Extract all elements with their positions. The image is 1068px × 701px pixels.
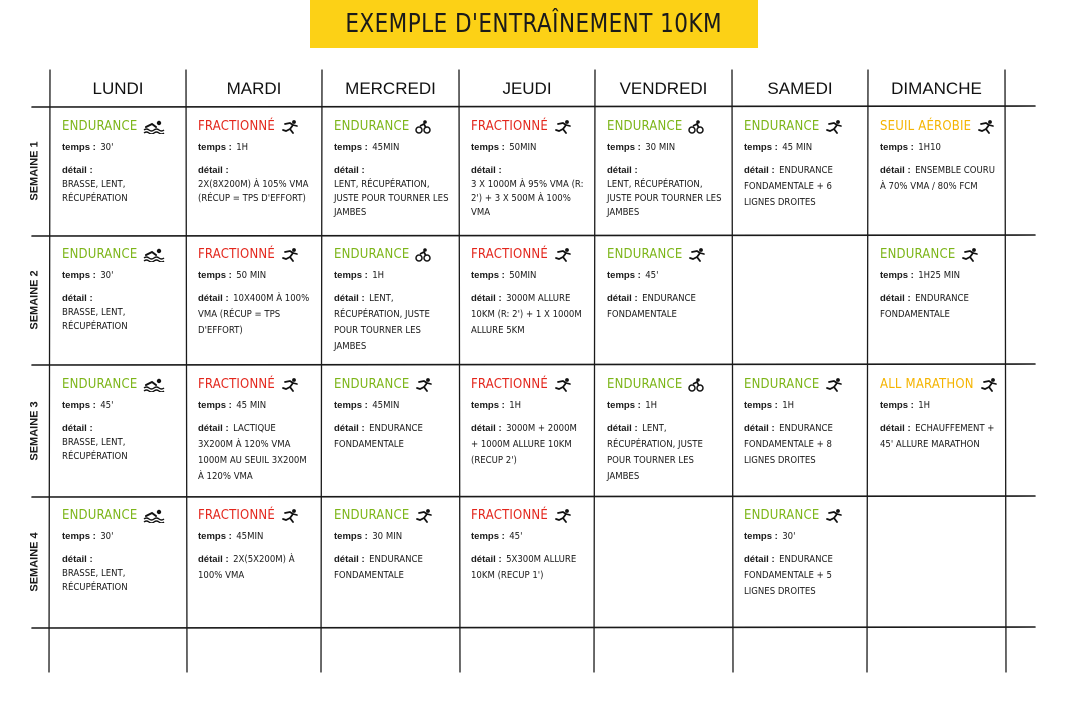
temps-label: temps : bbox=[880, 400, 914, 411]
temps-value: 1H bbox=[372, 270, 385, 281]
session-header bbox=[198, 119, 312, 135]
session-type: ALL MARATHON bbox=[880, 377, 974, 392]
temps-value: 30 MIN bbox=[645, 142, 676, 153]
detail-value: ENDURANCE FONDAMENTALE bbox=[334, 423, 423, 450]
session-header bbox=[62, 508, 176, 524]
temps-label: temps : bbox=[471, 531, 505, 542]
empty-cell bbox=[872, 496, 1001, 628]
detail-label: détail : bbox=[744, 165, 775, 176]
session-header bbox=[607, 247, 722, 263]
session-type: ENDURANCE bbox=[334, 247, 410, 262]
session-type: SEUIL AÉROBIE bbox=[880, 119, 972, 134]
detail-label: détail : bbox=[198, 554, 229, 565]
detail-value: BRASSE, LENT, RÉCUPÉRATION bbox=[62, 179, 128, 204]
session-header bbox=[334, 247, 449, 263]
temps-value: 30' bbox=[100, 531, 114, 542]
week-label bbox=[14, 496, 56, 628]
temps-value: 45' bbox=[645, 270, 659, 281]
session-cell bbox=[190, 365, 318, 496]
session-duration bbox=[334, 528, 449, 543]
session-duration bbox=[334, 139, 449, 154]
session-header bbox=[880, 377, 995, 393]
session-header bbox=[62, 377, 176, 393]
detail-value: ENDURANCE FONDAMENTALE bbox=[880, 293, 969, 320]
session-duration bbox=[880, 267, 995, 282]
session-detail bbox=[198, 162, 312, 206]
temps-label: temps : bbox=[62, 142, 96, 153]
session-type: ENDURANCE bbox=[880, 247, 956, 262]
session-duration bbox=[744, 528, 858, 543]
session-type: ENDURANCE bbox=[62, 377, 138, 392]
run-icon bbox=[825, 509, 843, 523]
temps-value: 45 MIN bbox=[782, 142, 813, 153]
session-cell bbox=[190, 496, 318, 628]
detail-value: BRASSE, LENT, RÉCUPÉRATION bbox=[62, 437, 128, 462]
session-type: ENDURANCE bbox=[744, 377, 820, 392]
session-cell bbox=[190, 235, 318, 365]
temps-label: temps : bbox=[471, 270, 505, 281]
session-cell bbox=[736, 365, 864, 496]
detail-value: ENDURANCE FONDAMENTALE + 8 LIGNES DROITES bbox=[744, 423, 833, 466]
run-icon bbox=[554, 509, 572, 523]
session-header bbox=[471, 119, 585, 135]
session-detail bbox=[880, 290, 995, 322]
session-header bbox=[198, 247, 312, 263]
day-header-mercredi: MERCREDI bbox=[345, 79, 436, 98]
temps-value: 45MIN bbox=[372, 400, 400, 411]
session-cell bbox=[463, 107, 591, 235]
session-type: FRACTIONNÉ bbox=[471, 247, 548, 262]
session-cell bbox=[326, 496, 455, 628]
temps-value: 50MIN bbox=[509, 142, 537, 153]
detail-value: LACTIQUE 3X200M À 120% VMA 1000M AU SEUIL 3X200M À 120% VMA bbox=[198, 423, 307, 482]
session-duration bbox=[62, 397, 176, 412]
empty-cell bbox=[736, 235, 864, 365]
session-duration bbox=[471, 139, 585, 154]
session-header bbox=[744, 377, 858, 393]
session-cell bbox=[326, 365, 455, 496]
detail-value: LENT, RÉCUPÉRATION, JUSTE POUR TOURNER LES JAMBES bbox=[334, 293, 430, 352]
temps-label: temps : bbox=[744, 142, 778, 153]
run-icon bbox=[825, 378, 843, 392]
temps-value: 45' bbox=[100, 400, 114, 411]
session-detail bbox=[744, 162, 858, 210]
grid-line bbox=[594, 70, 595, 672]
day-header-vendredi: VENDREDI bbox=[619, 79, 708, 98]
session-duration bbox=[607, 139, 722, 154]
temps-value: 45' bbox=[509, 531, 523, 542]
detail-label: détail : bbox=[607, 165, 638, 176]
session-cell bbox=[326, 235, 455, 365]
detail-label: détail : bbox=[607, 423, 638, 434]
session-detail bbox=[198, 420, 312, 484]
session-header bbox=[334, 508, 449, 524]
temps-label: temps : bbox=[334, 270, 368, 281]
session-header bbox=[62, 119, 176, 135]
session-header bbox=[62, 247, 176, 263]
session-detail bbox=[62, 290, 176, 334]
session-duration bbox=[334, 267, 449, 282]
run-icon bbox=[980, 378, 998, 392]
grid-line bbox=[1005, 70, 1006, 672]
temps-label: temps : bbox=[607, 270, 641, 281]
session-header bbox=[607, 377, 722, 393]
temps-label: temps : bbox=[471, 142, 505, 153]
detail-value: 3000M ALLURE 10KM (R: 2') + 1 X 1000M ALLURE 5KM bbox=[471, 293, 582, 336]
detail-value: BRASSE, LENT, RÉCUPÉRATION bbox=[62, 307, 128, 332]
detail-value: ECHAUFFEMENT + 45' ALLURE MARATHON bbox=[880, 423, 995, 450]
temps-label: temps : bbox=[607, 142, 641, 153]
detail-label: détail : bbox=[744, 423, 775, 434]
temps-value: 1H bbox=[236, 142, 249, 153]
session-detail bbox=[334, 162, 449, 220]
detail-label: détail : bbox=[607, 293, 638, 304]
day-header-mardi: MARDI bbox=[226, 79, 282, 98]
temps-value: 1H10 bbox=[918, 142, 941, 153]
session-duration bbox=[198, 267, 312, 282]
session-type: ENDURANCE bbox=[607, 247, 683, 262]
session-duration bbox=[198, 528, 312, 543]
bike-icon bbox=[415, 120, 431, 134]
session-header bbox=[198, 377, 312, 393]
run-icon bbox=[415, 509, 433, 523]
detail-value: ENDURANCE FONDAMENTALE bbox=[607, 293, 696, 320]
week-label-text: SEMAINE 2 bbox=[29, 270, 42, 330]
session-duration bbox=[471, 397, 585, 412]
session-type: ENDURANCE bbox=[744, 508, 820, 523]
run-icon bbox=[554, 120, 572, 134]
session-duration bbox=[62, 139, 176, 154]
session-header bbox=[471, 508, 585, 524]
run-icon bbox=[281, 378, 299, 392]
session-duration bbox=[607, 267, 722, 282]
temps-value: 1H bbox=[918, 400, 931, 411]
detail-label: détail : bbox=[62, 423, 93, 434]
detail-value: 3 X 1000M À 95% VMA (R: 2') + 3 X 500M À 100% VMA bbox=[471, 179, 584, 218]
temps-value: 50MIN bbox=[509, 270, 537, 281]
session-duration bbox=[471, 267, 585, 282]
session-cell bbox=[599, 365, 728, 496]
temps-value: 45 MIN bbox=[236, 400, 267, 411]
session-header bbox=[334, 119, 449, 135]
run-icon bbox=[281, 248, 299, 262]
detail-label: détail : bbox=[880, 423, 911, 434]
detail-value: 2X(8X200M) À 105% VMA (RÉCUP = TPS D'EFFORT) bbox=[198, 179, 309, 204]
session-type: FRACTIONNÉ bbox=[471, 377, 548, 392]
session-header bbox=[744, 119, 858, 135]
temps-label: temps : bbox=[880, 142, 914, 153]
session-cell bbox=[463, 496, 591, 628]
detail-label: détail : bbox=[334, 293, 365, 304]
session-detail bbox=[471, 551, 585, 583]
session-type: FRACTIONNÉ bbox=[198, 247, 275, 262]
run-icon bbox=[415, 378, 433, 392]
session-cell bbox=[54, 107, 182, 235]
session-detail bbox=[744, 551, 858, 599]
temps-label: temps : bbox=[198, 531, 232, 542]
temps-label: temps : bbox=[62, 400, 96, 411]
detail-value: LENT, RÉCUPÉRATION, JUSTE POUR TOURNER LES JAMBES bbox=[607, 179, 722, 218]
session-detail bbox=[607, 420, 722, 484]
detail-value: BRASSE, LENT, RÉCUPÉRATION bbox=[62, 568, 128, 593]
session-duration bbox=[607, 397, 722, 412]
grid-line bbox=[732, 70, 733, 672]
session-detail bbox=[334, 420, 449, 452]
session-cell bbox=[463, 365, 591, 496]
session-header bbox=[471, 247, 585, 263]
session-detail bbox=[744, 420, 858, 468]
temps-label: temps : bbox=[607, 400, 641, 411]
empty-cell bbox=[599, 496, 728, 628]
session-detail bbox=[471, 290, 585, 338]
day-header-dimanche: DIMANCHE bbox=[891, 79, 982, 98]
session-type: ENDURANCE bbox=[62, 119, 138, 134]
detail-label: détail : bbox=[334, 165, 365, 176]
session-type: FRACTIONNÉ bbox=[198, 377, 275, 392]
page-title: EXEMPLE D'ENTRAÎNEMENT 10KM bbox=[345, 9, 723, 39]
swim-icon bbox=[143, 120, 165, 134]
detail-value: ENDURANCE FONDAMENTALE + 5 LIGNES DROITES bbox=[744, 554, 833, 597]
session-type: ENDURANCE bbox=[334, 377, 410, 392]
detail-label: détail : bbox=[198, 423, 229, 434]
detail-label: détail : bbox=[471, 423, 502, 434]
bike-icon bbox=[415, 248, 431, 262]
session-duration bbox=[880, 139, 995, 154]
session-detail bbox=[880, 420, 995, 452]
session-header bbox=[880, 119, 995, 135]
day-header-samedi: SAMEDI bbox=[767, 79, 833, 98]
session-duration bbox=[744, 397, 858, 412]
session-header bbox=[607, 119, 722, 135]
session-detail bbox=[198, 290, 312, 338]
session-header bbox=[880, 247, 995, 263]
run-icon bbox=[977, 120, 995, 134]
session-duration bbox=[198, 139, 312, 154]
bike-icon bbox=[688, 120, 704, 134]
session-duration bbox=[198, 397, 312, 412]
run-icon bbox=[961, 248, 979, 262]
session-detail bbox=[334, 290, 449, 354]
session-header bbox=[744, 508, 858, 524]
detail-label: détail : bbox=[62, 165, 93, 176]
detail-value: ENDURANCE FONDAMENTALE bbox=[334, 554, 423, 581]
session-type: FRACTIONNÉ bbox=[471, 119, 548, 134]
session-detail bbox=[62, 551, 176, 595]
detail-label: détail : bbox=[471, 293, 502, 304]
session-cell bbox=[54, 496, 182, 628]
temps-label: temps : bbox=[334, 531, 368, 542]
detail-label: détail : bbox=[471, 165, 502, 176]
session-cell bbox=[599, 235, 728, 365]
session-detail bbox=[334, 551, 449, 583]
temps-label: temps : bbox=[471, 400, 505, 411]
session-type: ENDURANCE bbox=[744, 119, 820, 134]
session-detail bbox=[62, 162, 176, 206]
session-detail bbox=[471, 420, 585, 468]
temps-label: temps : bbox=[62, 270, 96, 281]
run-icon bbox=[554, 248, 572, 262]
session-cell bbox=[872, 235, 1001, 365]
temps-label: temps : bbox=[334, 400, 368, 411]
session-type: ENDURANCE bbox=[334, 119, 410, 134]
session-type: ENDURANCE bbox=[607, 377, 683, 392]
session-duration bbox=[471, 528, 585, 543]
week-label-text: SEMAINE 1 bbox=[29, 141, 42, 201]
detail-label: détail : bbox=[744, 554, 775, 565]
session-type: FRACTIONNÉ bbox=[198, 508, 275, 523]
temps-value: 45MIN bbox=[372, 142, 400, 153]
session-duration bbox=[744, 139, 858, 154]
week-label bbox=[14, 235, 56, 365]
detail-label: détail : bbox=[198, 293, 229, 304]
temps-label: temps : bbox=[62, 531, 96, 542]
bike-icon bbox=[688, 378, 704, 392]
week-label bbox=[14, 107, 56, 235]
session-duration bbox=[880, 397, 995, 412]
run-icon bbox=[688, 248, 706, 262]
session-type: FRACTIONNÉ bbox=[471, 508, 548, 523]
detail-label: détail : bbox=[880, 165, 911, 176]
temps-value: 1H25 MIN bbox=[918, 270, 960, 281]
session-duration bbox=[62, 528, 176, 543]
session-cell bbox=[736, 107, 864, 235]
session-header bbox=[471, 377, 585, 393]
session-detail bbox=[607, 290, 722, 322]
session-cell bbox=[54, 365, 182, 496]
temps-label: temps : bbox=[744, 400, 778, 411]
run-icon bbox=[825, 120, 843, 134]
temps-label: temps : bbox=[744, 531, 778, 542]
session-duration bbox=[62, 267, 176, 282]
week-label bbox=[14, 365, 56, 496]
temps-label: temps : bbox=[198, 142, 232, 153]
session-detail bbox=[607, 162, 722, 220]
session-duration bbox=[334, 397, 449, 412]
week-label-text: SEMAINE 4 bbox=[29, 532, 42, 592]
session-detail bbox=[880, 162, 995, 194]
detail-label: détail : bbox=[471, 554, 502, 565]
session-type: ENDURANCE bbox=[62, 247, 138, 262]
detail-value: 10X400M À 100% VMA (RÉCUP = TPS D'EFFORT) bbox=[198, 293, 310, 336]
session-header bbox=[198, 508, 312, 524]
day-header-jeudi: JEUDI bbox=[502, 79, 552, 98]
detail-label: détail : bbox=[334, 423, 365, 434]
temps-value: 30 MIN bbox=[372, 531, 403, 542]
session-cell bbox=[54, 235, 182, 365]
temps-label: temps : bbox=[334, 142, 368, 153]
session-cell bbox=[736, 496, 864, 628]
temps-value: 45MIN bbox=[236, 531, 264, 542]
session-cell bbox=[326, 107, 455, 235]
detail-value: ENSEMBLE COURU À 70% VMA / 80% FCM bbox=[880, 165, 995, 192]
session-type: FRACTIONNÉ bbox=[198, 119, 275, 134]
grid-line bbox=[459, 70, 460, 672]
session-type: ENDURANCE bbox=[334, 508, 410, 523]
detail-value: LENT, RÉCUPÉRATION, JUSTE POUR TOURNER LES JAMBES bbox=[334, 179, 449, 218]
run-icon bbox=[281, 120, 299, 134]
session-type: ENDURANCE bbox=[607, 119, 683, 134]
session-cell bbox=[599, 107, 728, 235]
swim-icon bbox=[143, 509, 165, 523]
detail-value: 3000M + 2000M + 1000M ALLURE 10KM (RECUP 2') bbox=[471, 423, 577, 466]
temps-value: 30' bbox=[100, 142, 114, 153]
grid-line bbox=[186, 70, 187, 672]
week-label-text: SEMAINE 3 bbox=[29, 400, 42, 461]
detail-label: détail : bbox=[62, 293, 93, 304]
session-detail bbox=[198, 551, 312, 583]
temps-value: 1H bbox=[645, 400, 658, 411]
temps-value: 30' bbox=[100, 270, 114, 281]
grid-line bbox=[867, 70, 868, 672]
session-cell bbox=[190, 107, 318, 235]
session-header bbox=[334, 377, 449, 393]
detail-value: LENT, RÉCUPÉRATION, JUSTE POUR TOURNER LES JAMBES bbox=[607, 423, 703, 482]
detail-value: 2X(5X200M) À 100% VMA bbox=[198, 554, 295, 581]
session-cell bbox=[872, 365, 1001, 496]
detail-label: détail : bbox=[334, 554, 365, 565]
temps-label: temps : bbox=[880, 270, 914, 281]
temps-value: 1H bbox=[509, 400, 522, 411]
session-detail bbox=[62, 420, 176, 464]
detail-label: détail : bbox=[62, 554, 93, 565]
session-type: ENDURANCE bbox=[62, 508, 138, 523]
grid-line bbox=[321, 70, 322, 672]
temps-value: 50 MIN bbox=[236, 270, 267, 281]
temps-label: temps : bbox=[198, 400, 232, 411]
swim-icon bbox=[143, 248, 165, 262]
detail-label: détail : bbox=[880, 293, 911, 304]
detail-value: ENDURANCE FONDAMENTALE + 6 LIGNES DROITES bbox=[744, 165, 833, 208]
temps-value: 30' bbox=[782, 531, 796, 542]
temps-value: 1H bbox=[782, 400, 795, 411]
run-icon bbox=[554, 378, 572, 392]
run-icon bbox=[281, 509, 299, 523]
session-detail bbox=[471, 162, 585, 220]
session-cell bbox=[463, 235, 591, 365]
detail-label: détail : bbox=[198, 165, 229, 176]
temps-label: temps : bbox=[198, 270, 232, 281]
day-header-lundi: LUNDI bbox=[92, 79, 144, 98]
detail-value: 5X300M ALLURE 10KM (RECUP 1') bbox=[471, 554, 577, 581]
swim-icon bbox=[143, 378, 165, 392]
session-cell bbox=[872, 107, 1001, 235]
